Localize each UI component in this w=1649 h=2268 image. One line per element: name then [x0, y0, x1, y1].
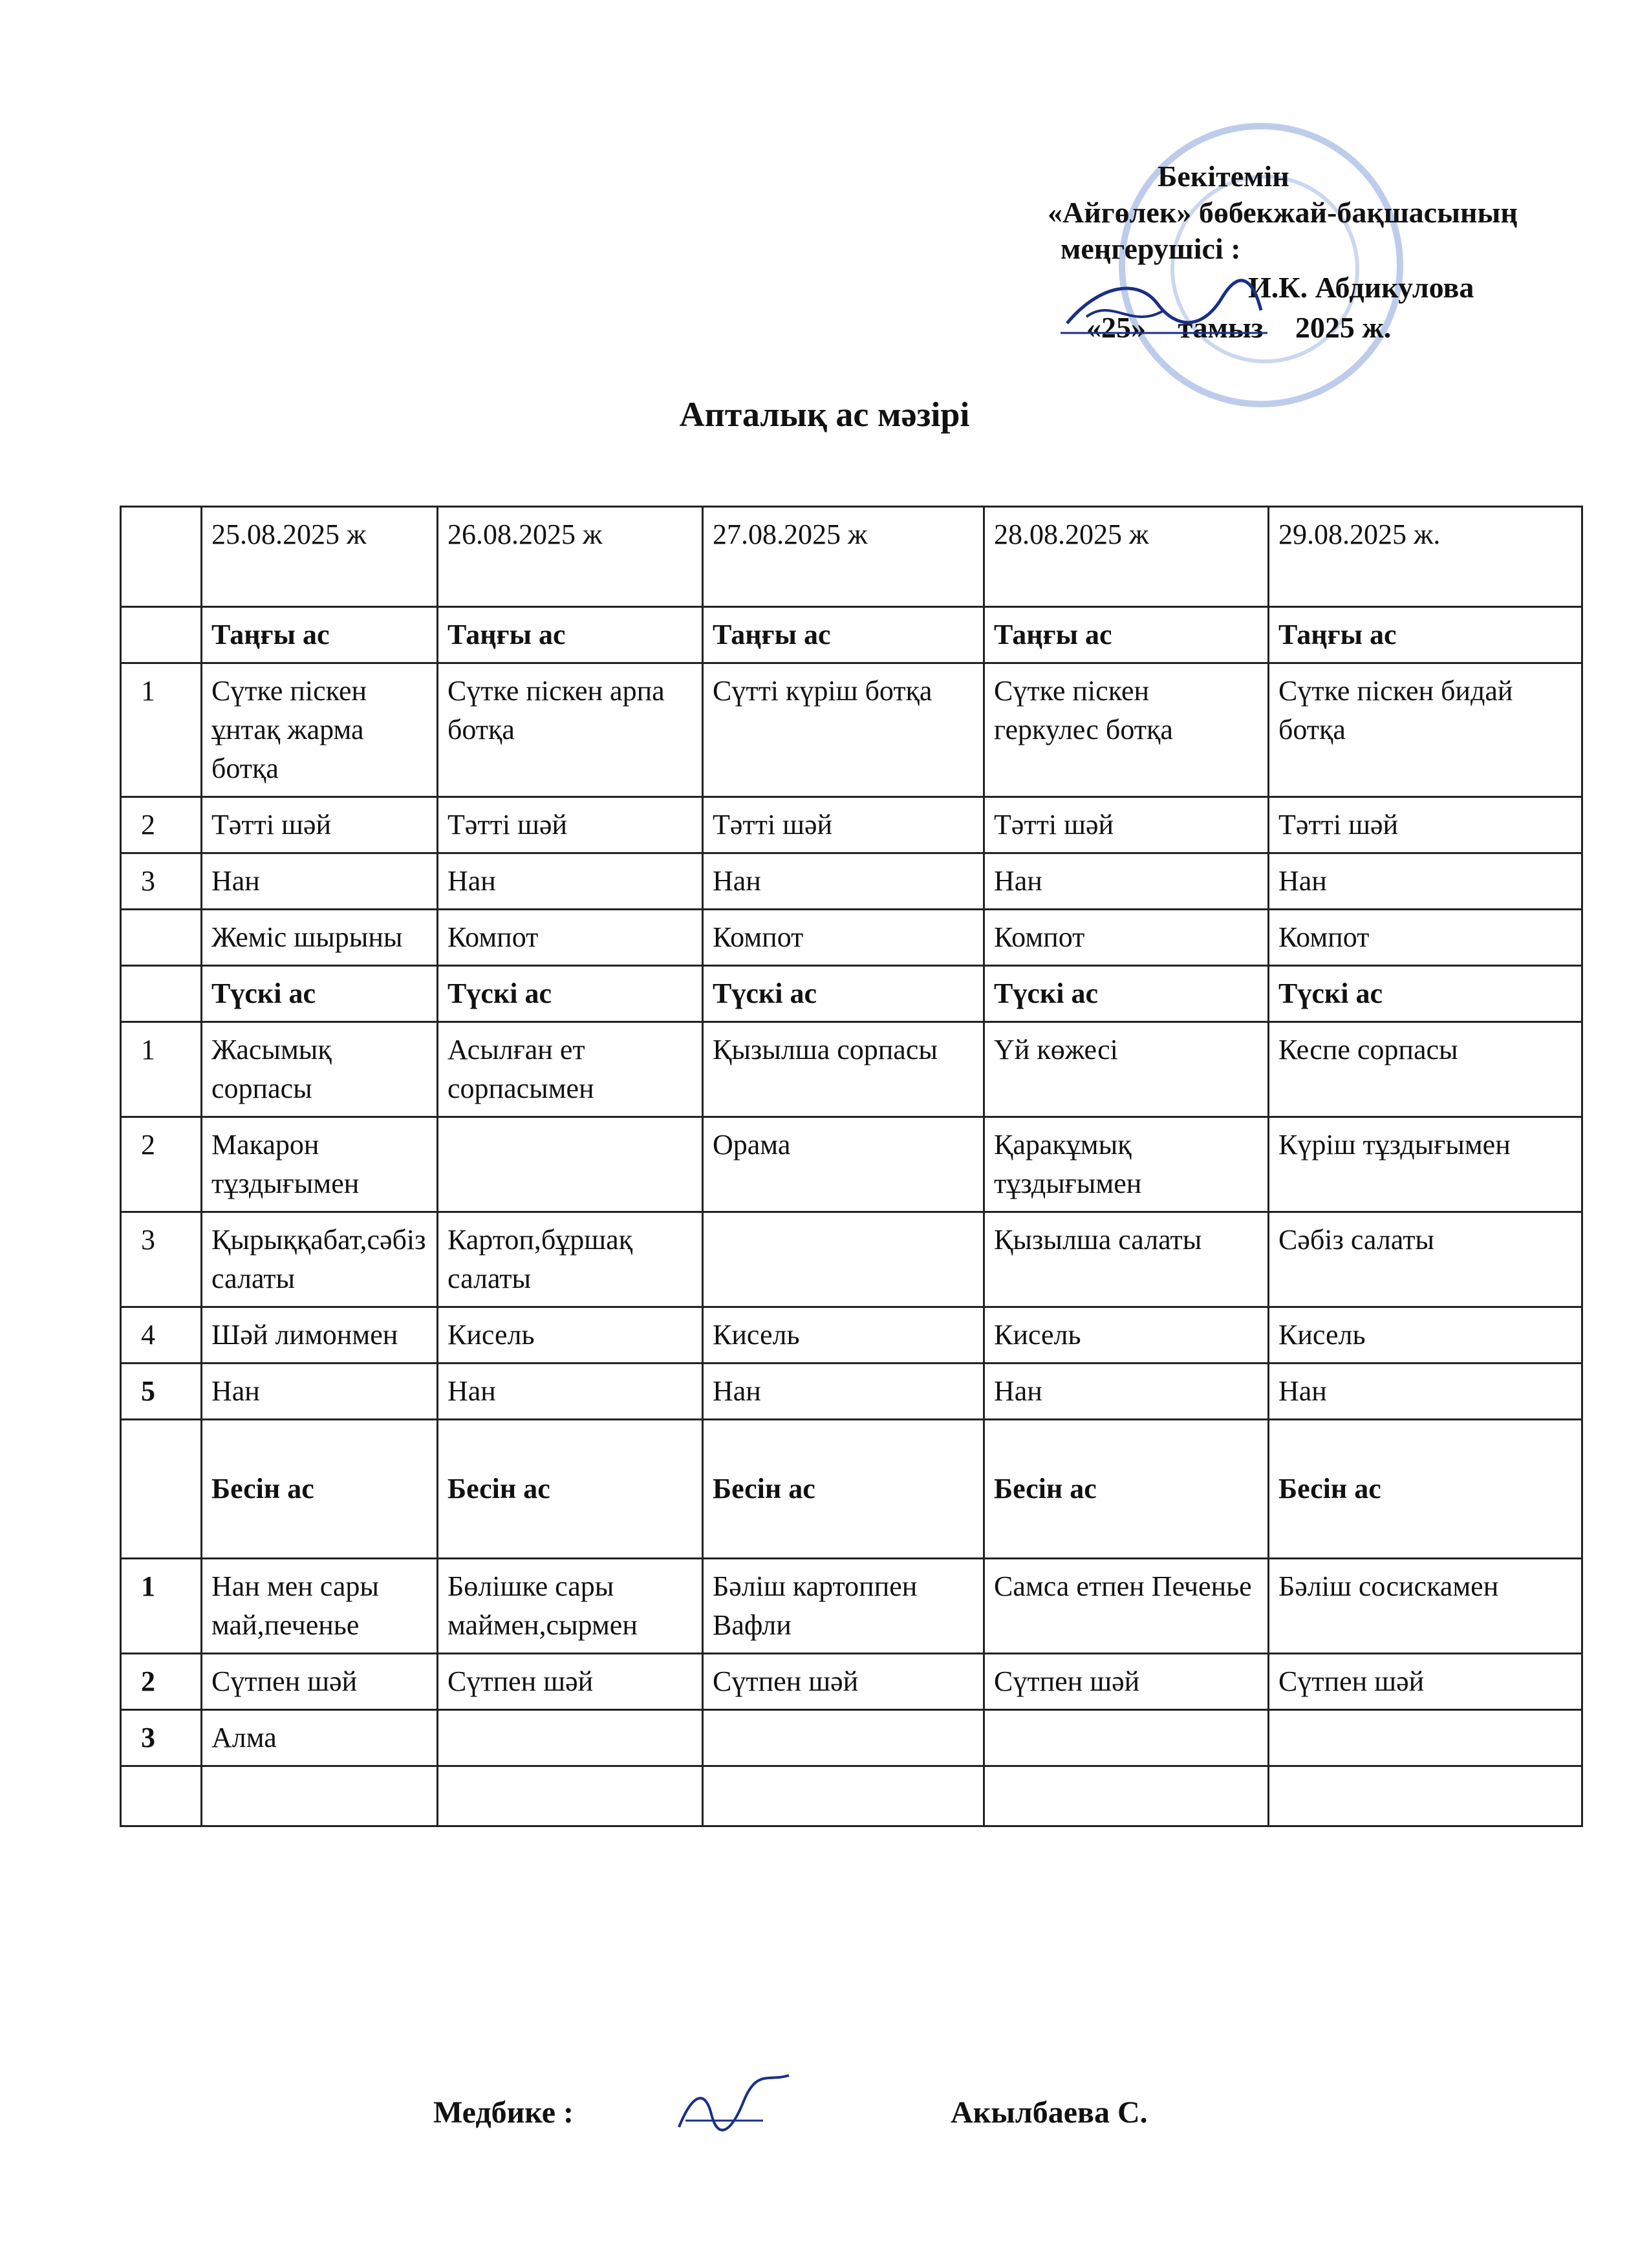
- menu-item-cell: Орама: [703, 1117, 984, 1212]
- section-label-cell: Таңғы ас: [984, 607, 1269, 663]
- section-label-cell: Таңғы ас: [202, 607, 438, 663]
- approval-position: меңгерушісі :: [1061, 232, 1241, 265]
- menu-item-cell: Сәбіз салаты: [1269, 1212, 1582, 1307]
- section-label-cell: Түскі ас: [438, 966, 703, 1022]
- menu-item-cell: Самса етпен Печенье: [984, 1559, 1269, 1654]
- menu-item-cell: Тәтті шәй: [438, 797, 703, 853]
- menu-row: [121, 1559, 1582, 1654]
- menu-item-cell: Үй көжесі: [984, 1022, 1269, 1117]
- approval-date-month: тамыз: [1178, 311, 1264, 344]
- menu-row: [121, 797, 1582, 853]
- menu-item-cell: Кисель: [703, 1307, 984, 1364]
- menu-item-cell: Қызылша салаты: [984, 1212, 1269, 1307]
- menu-item-cell: Нан мен сары май,печенье: [202, 1559, 438, 1654]
- menu-item-cell: Алма: [202, 1710, 438, 1766]
- menu-row: [121, 1307, 1582, 1364]
- row-number-cell: 3: [121, 1710, 202, 1766]
- menu-item-cell: Сүтке піскен ұнтақ жарма ботқа: [202, 663, 438, 797]
- menu-row: [121, 910, 1582, 966]
- empty-cell: [121, 1766, 202, 1826]
- menu-item-cell: Картоп,бұршақ салаты: [438, 1212, 703, 1307]
- menu-item-cell: [1269, 1710, 1582, 1766]
- menu-item-cell: Сүтпен шәй: [984, 1654, 1269, 1710]
- menu-item-cell: Макарон тұздығымен: [202, 1117, 438, 1212]
- section-label-cell: Бесін ас: [1269, 1420, 1582, 1559]
- nurse-signature: [666, 2069, 795, 2146]
- empty-cell: [1269, 1766, 1582, 1826]
- row-number-cell: 4: [121, 1307, 202, 1364]
- row-number-cell: 5: [121, 1364, 202, 1420]
- weekly-menu-table: [120, 506, 1583, 1827]
- empty-cell: [438, 1766, 703, 1826]
- menu-item-cell: Тәтті шәй: [984, 797, 1269, 853]
- date-header-cell: 25.08.2025 ж: [202, 507, 438, 607]
- menu-item-cell: Кисель: [984, 1307, 1269, 1364]
- menu-item-cell: Тәтті шәй: [703, 797, 984, 853]
- section-label-cell: Түскі ас: [703, 966, 984, 1022]
- menu-row: [121, 1710, 1582, 1766]
- menu-item-cell: Нан: [703, 853, 984, 910]
- menu-item-cell: [703, 1710, 984, 1766]
- menu-item-cell: Кисель: [438, 1307, 703, 1364]
- menu-item-cell: Нан: [1269, 1364, 1582, 1420]
- approval-date-year: 2025 ж.: [1295, 311, 1392, 344]
- approval-director-name: И.К. Абдикулова: [1248, 271, 1474, 304]
- menu-item-cell: Бәліш картоппен Вафли: [703, 1559, 984, 1654]
- row-number-cell: 2: [121, 1117, 202, 1212]
- empty-cell: [202, 1766, 438, 1826]
- menu-row: [121, 1117, 1582, 1212]
- menu-item-cell: Сүтпен шәй: [1269, 1654, 1582, 1710]
- menu-row: [121, 663, 1582, 797]
- approval-institution: «Айгөлек» бөбекжай-бақшасының: [1048, 196, 1518, 229]
- date-header-cell: 27.08.2025 ж: [703, 507, 984, 607]
- menu-item-cell: Сүтпен шәй: [703, 1654, 984, 1710]
- date-header-cell: 29.08.2025 ж.: [1269, 507, 1582, 607]
- director-signature: [1061, 272, 1267, 343]
- menu-item-cell: Нан: [438, 1364, 703, 1420]
- menu-item-cell: Бәліш сосискамен: [1269, 1559, 1582, 1654]
- section-num-cell: [121, 1420, 202, 1559]
- section-label-cell: Түскі ас: [984, 966, 1269, 1022]
- row-number-cell: 3: [121, 1212, 202, 1307]
- menu-item-cell: [438, 1710, 703, 1766]
- menu-item-cell: Шәй лимонмен: [202, 1307, 438, 1364]
- menu-item-cell: Нан: [202, 1364, 438, 1420]
- menu-item-cell: Сүтпен шәй: [202, 1654, 438, 1710]
- section-label-cell: Бесін ас: [202, 1420, 438, 1559]
- row-number-cell: 2: [121, 797, 202, 853]
- menu-item-cell: Қаракұмық тұздығымен: [984, 1117, 1269, 1212]
- menu-item-cell: Нан: [984, 1364, 1269, 1420]
- section-label-cell: Бесін ас: [703, 1420, 984, 1559]
- row-number-cell: 1: [121, 663, 202, 797]
- date-header-cell: 26.08.2025 ж: [438, 507, 703, 607]
- menu-item-cell: [703, 1212, 984, 1307]
- section-label-cell: Түскі ас: [1269, 966, 1582, 1022]
- section-num-cell: [121, 607, 202, 663]
- menu-item-cell: Компот: [438, 910, 703, 966]
- date-header-row: [121, 507, 1582, 607]
- menu-item-cell: Тәтті шәй: [202, 797, 438, 853]
- menu-item-cell: Нан: [438, 853, 703, 910]
- menu-item-cell: Тәтті шәй: [1269, 797, 1582, 853]
- menu-item-cell: Компот: [1269, 910, 1582, 966]
- menu-item-cell: [984, 1710, 1269, 1766]
- menu-item-cell: Сүтке піскен арпа ботқа: [438, 663, 703, 797]
- date-header-cell: 28.08.2025 ж: [984, 507, 1269, 607]
- snack-section-row: [121, 1420, 1582, 1559]
- breakfast-section-row: [121, 607, 1582, 663]
- approval-title: Бекітемін: [1158, 160, 1289, 193]
- menu-item-cell: Нан: [984, 853, 1269, 910]
- menu-item-cell: Сүтке піскен геркулес ботқа: [984, 663, 1269, 797]
- section-label-cell: Түскі ас: [202, 966, 438, 1022]
- nurse-label: Медбике :: [433, 2095, 574, 2130]
- menu-item-cell: Кисель: [1269, 1307, 1582, 1364]
- menu-item-cell: Нан: [202, 853, 438, 910]
- menu-item-cell: Қызылша сорпасы: [703, 1022, 984, 1117]
- menu-item-cell: Асылған ет сорпасымен: [438, 1022, 703, 1117]
- empty-cell: [703, 1766, 984, 1826]
- menu-item-cell: Сүтті күріш ботқа: [703, 663, 984, 797]
- empty-row: [121, 1766, 1582, 1826]
- approval-date-day: «25»: [1086, 311, 1146, 344]
- section-label-cell: Бесін ас: [984, 1420, 1269, 1559]
- section-label-cell: Бесін ас: [438, 1420, 703, 1559]
- menu-row: [121, 853, 1582, 910]
- section-label-cell: Таңғы ас: [1269, 607, 1582, 663]
- menu-item-cell: [438, 1117, 703, 1212]
- menu-item-cell: Сүтпен шәй: [438, 1654, 703, 1710]
- row-number-cell: 2: [121, 1654, 202, 1710]
- row-number-cell: 3: [121, 853, 202, 910]
- menu-item-cell: Жеміс шырыны: [202, 910, 438, 966]
- menu-row: [121, 1022, 1582, 1117]
- menu-item-cell: Кеспе сорпасы: [1269, 1022, 1582, 1117]
- menu-item-cell: Компот: [703, 910, 984, 966]
- empty-cell: [984, 1766, 1269, 1826]
- menu-row: [121, 1212, 1582, 1307]
- row-number-cell: 1: [121, 1559, 202, 1654]
- section-label-cell: Таңғы ас: [438, 607, 703, 663]
- row-number-cell: [121, 910, 202, 966]
- nurse-name: Акылбаева С.: [951, 2095, 1148, 2130]
- menu-item-cell: Бөлішке сары маймен,сырмен: [438, 1559, 703, 1654]
- menu-item-cell: Сүтке піскен бидай ботқа: [1269, 663, 1582, 797]
- row-number-cell: 1: [121, 1022, 202, 1117]
- menu-item-cell: Нан: [1269, 853, 1582, 910]
- menu-item-cell: Күріш тұздығымен: [1269, 1117, 1582, 1212]
- menu-row: [121, 1654, 1582, 1710]
- menu-item-cell: Жасымық сорпасы: [202, 1022, 438, 1117]
- section-label-cell: Таңғы ас: [703, 607, 984, 663]
- menu-item-cell: Қырыққабат,сәбіз салаты: [202, 1212, 438, 1307]
- document-title: Апталық ас мәзірі: [679, 395, 970, 434]
- corner-cell: [121, 507, 202, 607]
- lunch-section-row: [121, 966, 1582, 1022]
- menu-row: [121, 1364, 1582, 1420]
- section-num-cell: [121, 966, 202, 1022]
- menu-item-cell: Компот: [984, 910, 1269, 966]
- menu-item-cell: Нан: [703, 1364, 984, 1420]
